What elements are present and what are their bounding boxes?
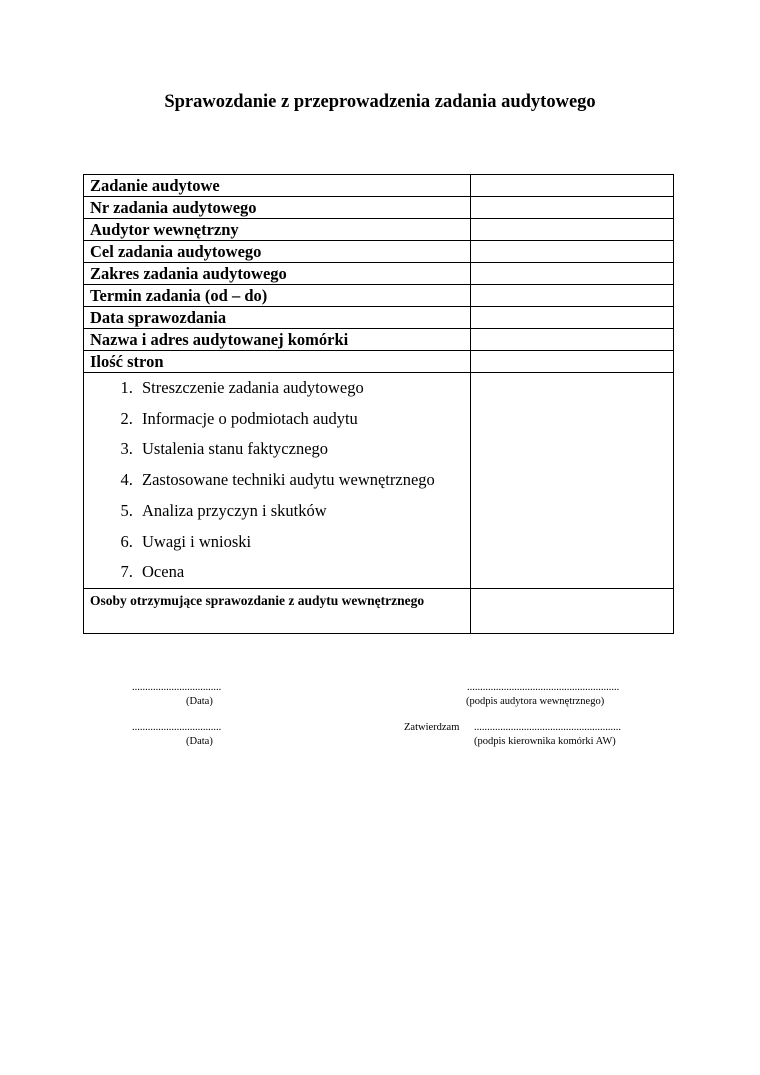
field-label-audit-task: Zadanie audytowe [84,175,471,197]
field-label-task-goal: Cel zadania audytowego [84,241,471,263]
head-signature-caption: (podpis kierownika komórki AW) [474,736,616,747]
field-value-task-scope[interactable] [471,263,674,285]
report-table [83,174,674,634]
table-row [84,307,674,329]
field-value-audited-unit[interactable] [471,329,674,351]
table-row [84,219,674,241]
field-value-task-term[interactable] [471,285,674,307]
date-line-1: .................................. [132,682,222,693]
field-label-task-number: Nr zadania audytowego [84,197,471,219]
document-title: Sprawozdanie z przeprowadzenia zadania audytowego [164,92,596,112]
table-row [84,175,674,197]
table-row [84,263,674,285]
table-row [84,241,674,263]
sections-cell [84,373,471,589]
list-item: 3. Ustalenia stanu faktycznego [137,434,464,465]
sections-value-cell[interactable] [471,373,674,589]
list-item: 6. Uwagi i wnioski [137,527,464,558]
list-item: 5. Analiza przyczyn i skutków [137,496,464,527]
field-label-internal-auditor: Audytor wewnętrzny [84,219,471,241]
table-row [84,197,674,219]
field-label-audited-unit: Nazwa i adres audytowanej komórki [84,329,471,351]
field-value-task-number[interactable] [471,197,674,219]
approve-label: Zatwierdzam [404,722,460,733]
list-item: 7. Ocena [137,557,464,588]
auditor-signature-caption: (podpis audytora wewnętrznego) [466,696,605,707]
field-label-page-count: Ilość stron [84,351,471,373]
sections-list [90,373,464,588]
auditor-signature-line: .......................................................... [467,682,620,693]
head-signature-line: ........................................................ [474,722,621,733]
table-row [84,351,674,373]
field-value-audit-task[interactable] [471,175,674,197]
recipients-label: Osoby otrzymujące sprawozdanie z audytu wewnętrznego [84,588,471,633]
list-item: 1. Streszczenie zadania audytowego [137,373,464,404]
field-value-task-goal[interactable] [471,241,674,263]
field-label-task-term: Termin zadania (od – do) [84,285,471,307]
field-value-page-count[interactable] [471,351,674,373]
table-row [84,285,674,307]
field-value-report-date[interactable] [471,307,674,329]
table-row [84,373,674,589]
field-label-task-scope: Zakres zadania audytowego [84,263,471,285]
field-label-report-date: Data sprawozdania [84,307,471,329]
list-item: 2. Informacje o podmiotach audytu [137,404,464,435]
date-caption-1: (Data) [186,696,213,707]
table-row [84,329,674,351]
date-caption-2: (Data) [186,736,213,747]
date-line-2: .................................. [132,722,222,733]
table-row [84,588,674,633]
recipients-value[interactable] [471,588,674,633]
field-value-internal-auditor[interactable] [471,219,674,241]
list-item: 4. Zastosowane techniki audytu wewnętrznego [137,465,464,496]
